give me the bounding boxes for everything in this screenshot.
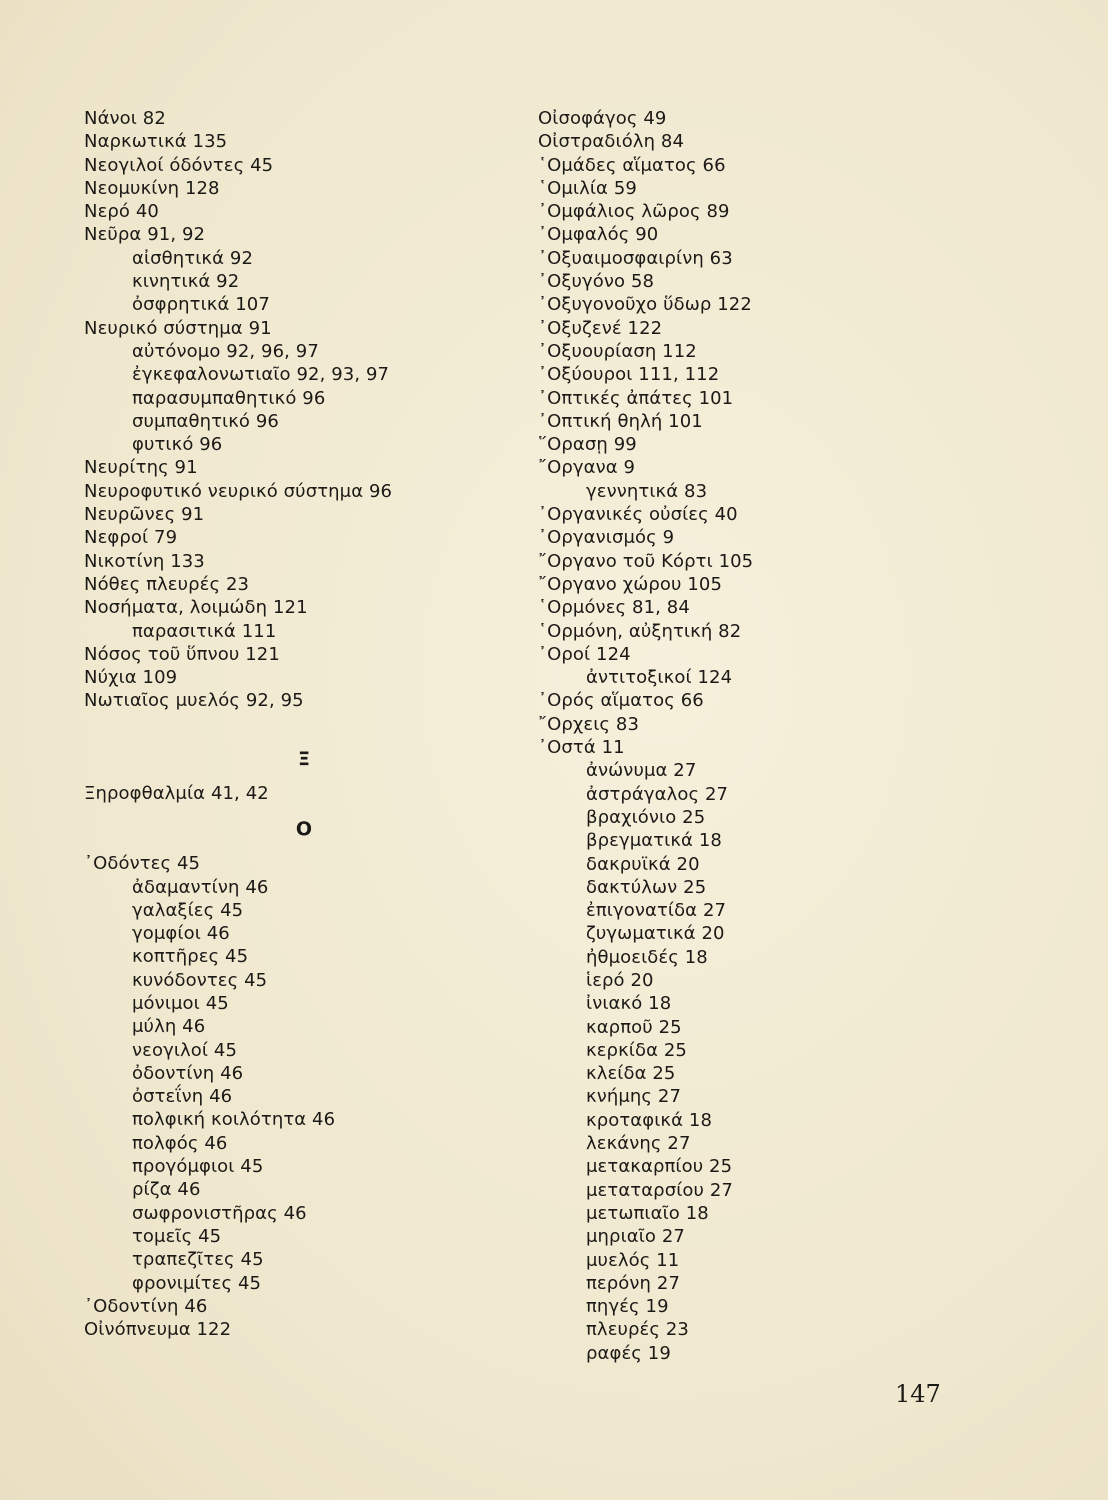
index-column-right — [538, 107, 978, 1365]
index-subentry: ἐγκεφαλονωτιαῖο 92, 93, 97 — [132, 364, 390, 386]
index-subentry: μεταταρσίου 27 — [586, 1179, 733, 1201]
index-entry: Νύχια 109 — [84, 667, 178, 689]
index-subentry: πλευρές 23 — [586, 1319, 689, 1341]
index-subentry: αἰσθητικά 92 — [132, 247, 254, 269]
index-entry: Ναρκωτικά 135 — [84, 131, 228, 153]
index-entry: ᾿Οργανισμός 9 — [538, 527, 675, 549]
index-subentry: φυτικό 96 — [132, 434, 223, 456]
entries-omicron — [84, 852, 524, 1341]
index-subentry: μετακαρπίου 25 — [586, 1156, 733, 1178]
index-entry: ᾿Ορός αἵματος 66 — [538, 690, 704, 712]
index-entry: ᾿Οδοντίνη 46 — [84, 1295, 208, 1317]
index-entry: ῎Οργανο τοῦ Κόρτι 105 — [538, 550, 754, 572]
index-entry: Νερό 40 — [84, 201, 159, 223]
index-entry: Νικοτίνη 133 — [84, 550, 205, 572]
index-subentry: βραχιόνιο 25 — [586, 806, 706, 828]
index-subentry: μηριαῖο 27 — [586, 1226, 685, 1248]
index-entry: ᾿Οπτική θηλή 101 — [538, 410, 703, 432]
index-entry: Οἰστραδιόλη 84 — [538, 131, 684, 153]
index-entry: Νόθες πλευρές 23 — [84, 573, 250, 595]
index-subentry: πολφική κοιλότητα 46 — [132, 1109, 336, 1131]
index-subentry: αὐτόνομο 92, 96, 97 — [132, 340, 319, 362]
index-subentry: γομφίοι 46 — [132, 923, 230, 945]
index-subentry: ρίζα 46 — [132, 1179, 201, 1201]
index-subentry: ὀδοντίνη 46 — [132, 1062, 244, 1084]
index-entry: ᾿Ομφαλός 90 — [538, 224, 659, 246]
index-subentry: προγόμφιοι 45 — [132, 1156, 264, 1178]
index-subentry: συμπαθητικό 96 — [132, 410, 279, 432]
index-subentry: τραπεζῖτες 45 — [132, 1249, 264, 1271]
index-subentry: βρεγματικά 18 — [586, 830, 722, 852]
index-subentry: ἐπιγονατίδα 27 — [586, 900, 727, 922]
index-entry: Νωτιαῖος μυελός 92, 95 — [84, 690, 304, 712]
section-header-omicron: Ο — [295, 817, 313, 840]
index-entry: ᾿Οξυζενέ 122 — [538, 317, 663, 339]
index-subentry: νεογιλοί 45 — [132, 1039, 238, 1061]
index-subentry: μετωπιαῖο 18 — [586, 1202, 709, 1224]
index-subentry: ἀνώνυμα 27 — [586, 760, 697, 782]
index-subentry: ἀδαμαντίνη 46 — [132, 876, 269, 898]
index-subentry: μυελός 11 — [586, 1249, 680, 1271]
index-subentry: ἀντιτοξικοί 124 — [586, 667, 733, 689]
index-entry: ῎Ορχεις 83 — [538, 713, 640, 735]
index-entry: ᾿Οροί 124 — [538, 643, 631, 665]
index-subentry: ζυγωματικά 20 — [586, 923, 725, 945]
index-subentry: μύλη 46 — [132, 1016, 206, 1038]
index-subentry: δακτύλων 25 — [586, 876, 707, 898]
index-subentry: κοπτῆρες 45 — [132, 946, 249, 968]
index-subentry: μόνιμοι 45 — [132, 992, 229, 1014]
index-subentry: ἠθμοειδές 18 — [586, 946, 708, 968]
index-column-left — [84, 107, 524, 1341]
entries-nu — [84, 107, 524, 713]
index-entry: Νεῦρα 91, 92 — [84, 224, 206, 246]
index-entry: ᾿Οξύουροι 111, 112 — [538, 364, 720, 386]
index-entry: ᾿Οπτικές ἀπάτες 101 — [538, 387, 734, 409]
index-entry: Νευρῶνες 91 — [84, 504, 205, 526]
index-subentry: δακρυϊκά 20 — [586, 853, 700, 875]
index-entry: ῞Ορασῃ 99 — [538, 434, 637, 456]
section-header-xi: Ξ — [297, 747, 310, 770]
index-subentry: κυνόδοντες 45 — [132, 969, 268, 991]
index-entry: ῾Ορμόνες 81, 84 — [538, 597, 690, 619]
index-subentry: πηγές 19 — [586, 1296, 669, 1318]
index-subentry: παρασιτικά 111 — [132, 620, 277, 642]
index-subentry: ὀσφρητικά 107 — [132, 294, 270, 316]
index-entry: ᾿Οξυγονοῦχο ὕδωρ 122 — [538, 294, 752, 316]
index-subentry: ἀστράγαλος 27 — [586, 783, 729, 805]
index-entry: Νευρικό σύστημα 91 — [84, 317, 272, 339]
index-entry: Νεφροί 79 — [84, 527, 178, 549]
index-entry: Νόσος τοῦ ὕπνου 121 — [84, 643, 280, 665]
index-entry: Νεομυκίνη 128 — [84, 177, 220, 199]
index-subentry: κλείδα 25 — [586, 1063, 676, 1085]
page-number: 147 — [895, 1380, 941, 1408]
index-entry: ῾Ορμόνη, αὐξητική 82 — [538, 620, 742, 642]
index-entry: ῾Ομιλία 59 — [538, 177, 637, 199]
index-subentry: κερκίδα 25 — [586, 1039, 687, 1061]
index-entry: Νοσήματα, λοιμώδη 121 — [84, 597, 308, 619]
index-subentry: ἱερό 20 — [586, 969, 654, 991]
index-entry: ῎Οργανο χώρου 105 — [538, 573, 723, 595]
index-entry: ῾Ομάδες αἵματος 66 — [538, 154, 726, 176]
index-subentry: σωφρονιστῆρας 46 — [132, 1202, 307, 1224]
index-subentry: τομεῖς 45 — [132, 1225, 222, 1247]
index-entry: Νεογιλοί όδόντες 45 — [84, 154, 274, 176]
index-subentry: ἰνιακό 18 — [586, 993, 672, 1015]
index-entry: ᾿Οργανικές οὐσίες 40 — [538, 504, 738, 526]
index-entry: Νευρίτης 91 — [84, 457, 198, 479]
index-subentry: παρασυμπαθητικό 96 — [132, 387, 326, 409]
index-entry: Οἰσοφάγος 49 — [538, 108, 667, 129]
index-subentry: γαλαξίες 45 — [132, 899, 244, 921]
index-subentry: κινητικά 92 — [132, 271, 240, 293]
index-entry: ᾿Οξυγόνο 58 — [538, 271, 655, 293]
index-entry: ᾿Οδόντες 45 — [84, 853, 201, 875]
index-subentry: κνήμης 27 — [586, 1086, 682, 1108]
index-entry: Νάνοι 82 — [84, 108, 166, 129]
index-subentry: καρποῦ 25 — [586, 1016, 682, 1038]
index-entry: Οἰνόπνευμα 122 — [84, 1319, 232, 1341]
index-subentry: περόνη 27 — [586, 1272, 680, 1294]
index-subentry: γεννητικά 83 — [586, 480, 708, 502]
index-entry: Ξηροφθαλμία 41, 42 — [84, 783, 269, 805]
index-subentry: φρονιμίτες 45 — [132, 1272, 262, 1294]
index-entry: ᾿Οξυαιμοσφαιρίνη 63 — [538, 247, 733, 269]
index-entry: ᾿Οξυουρίαση 112 — [538, 340, 697, 362]
entries-xi — [84, 782, 524, 805]
index-subentry: ὀστεΐνη 46 — [132, 1086, 233, 1108]
index-entry: ᾿Οστά 11 — [538, 737, 625, 759]
index-entry: Νευροφυτικό νευρικό σύστημα 96 — [84, 480, 393, 502]
index-entry: ῎Οργανα 9 — [538, 457, 636, 479]
index-subentry: κροταφικά 18 — [586, 1109, 713, 1131]
index-subentry: πολφός 46 — [132, 1132, 228, 1154]
entries-omicron-continued — [538, 107, 978, 1365]
index-subentry: ραφές 19 — [586, 1342, 671, 1364]
index-subentry: λεκάνης 27 — [586, 1133, 691, 1155]
index-entry: ᾿Ομφάλιος λῶρος 89 — [538, 201, 730, 223]
